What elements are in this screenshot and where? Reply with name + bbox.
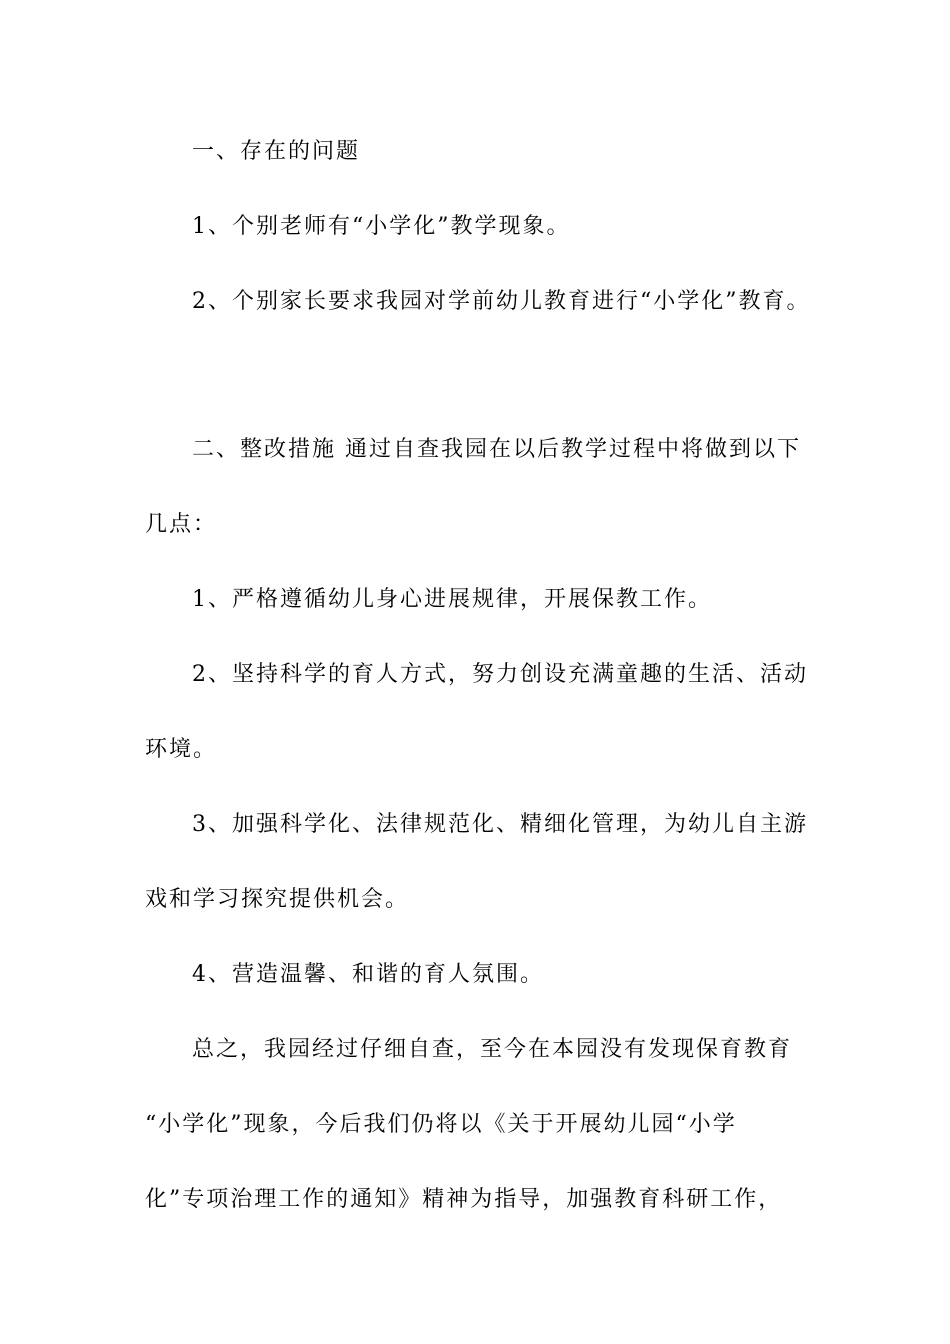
measure-item-2-continued: 环境。 xyxy=(145,737,218,762)
section-heading-measures: 二、整改措施 通过自查我园在以后教学过程中将做到以下 xyxy=(192,437,801,462)
problem-item-2: 2、个别家长要求我园对学前幼儿教育进行“小学化”教育。 xyxy=(192,289,811,314)
measure-item-4: 4、营造温馨、和谐的育人氛围。 xyxy=(192,962,544,987)
summary-paragraph-line-2: “小学化”现象，今后我们仍将以《关于开展幼儿园“小学 xyxy=(145,1112,737,1137)
summary-paragraph-line-1: 总之，我园经过仔细自查，至今在本园没有发现保育教育 xyxy=(192,1037,793,1062)
section-heading-problems: 一、存在的问题 xyxy=(192,139,361,164)
measure-item-1: 1、严格遵循幼儿身心进展规律，开展保教工作。 xyxy=(192,587,712,612)
summary-paragraph-line-3: 化”专项治理工作的通知》精神为指导，加强教育科研工作， xyxy=(145,1187,783,1212)
problem-item-1: 1、个别老师有“小学化”教学现象。 xyxy=(192,214,571,239)
measure-item-3-continued: 戏和学习探究提供机会。 xyxy=(145,887,410,912)
measure-item-3: 3、加强科学化、法律规范化、精细化管理，为幼儿自主游 xyxy=(192,812,808,837)
section-heading-measures-continued: 几点： xyxy=(145,512,218,537)
measure-item-2: 2、坚持科学的育人方式，努力创设充满童趣的生活、活动 xyxy=(192,662,808,687)
